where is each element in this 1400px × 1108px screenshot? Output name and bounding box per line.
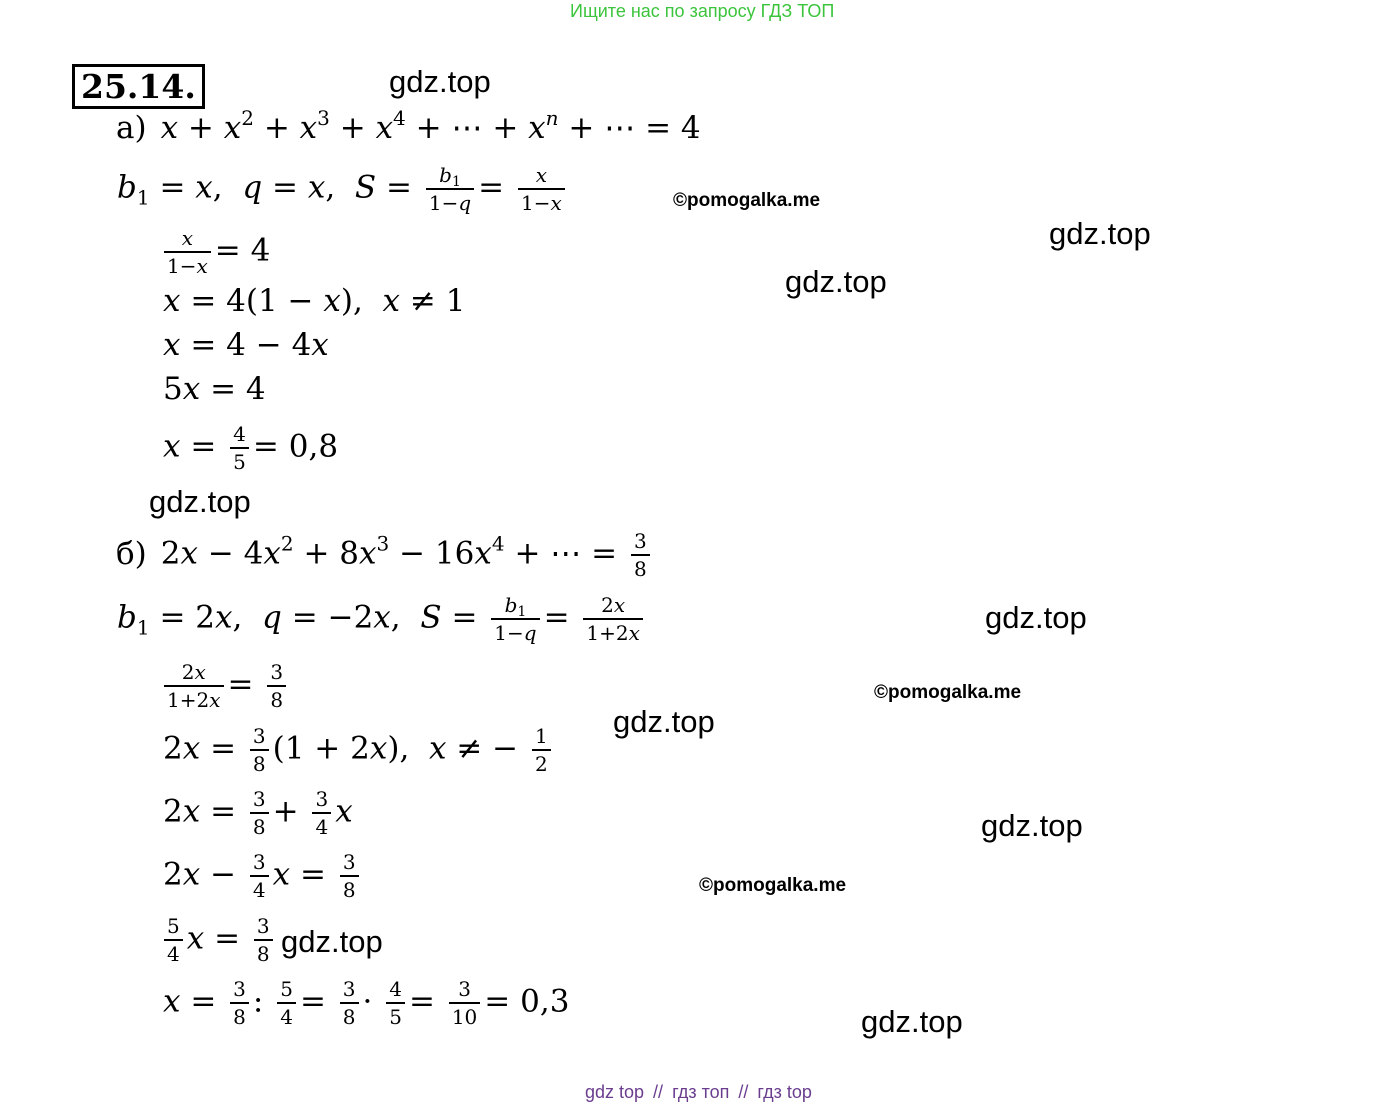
footer-link[interactable]: гдз топ xyxy=(672,1082,730,1102)
top-banner: Ищите нас по запросу ГДЗ ТОП xyxy=(570,1,835,21)
part-a-step-1: $\frac{x}{1-x}$ = 4 xyxy=(160,227,270,277)
problem-number: 25.14. xyxy=(72,64,205,109)
part-b-step-1: $\frac{2x}{1+2x}$ = $\frac{3}{8}$ xyxy=(160,661,290,711)
part-b-sum-formula: $b_1 = 2x$, q = −2x, S = $\frac{b_1}{1-q}$ = $\frac{2x}{1+2x}$ xyxy=(117,594,647,644)
watermark-gdz: gdz.top xyxy=(389,64,491,99)
part-a-step-4: 5x = 4 xyxy=(163,371,266,407)
part-b-result: x = $\frac{3}{8}$ : $\frac{5}{4}$ = $\frac{3}{8}$ · $\frac{4}{5}$ = $\frac{3}{10}$ = 0,3 xyxy=(163,977,570,1029)
part-a-equation: а) $x + x^2 + x^3 + x^4$ + ⋯ + $x^n$ + ⋯ = 4 xyxy=(116,106,701,146)
part-b-step-5: $\frac{5}{4}$ x = $\frac{3}{8}$ xyxy=(160,915,277,965)
watermark-gdz: gdz.top xyxy=(1049,216,1151,251)
watermark-gdz: gdz.top xyxy=(149,484,251,519)
footer-separator: // xyxy=(653,1082,664,1102)
part-a-answer: 0,8 xyxy=(288,428,339,465)
fraction-3-10: $\frac{3}{10}$ xyxy=(449,978,480,1028)
part-b-label: б) xyxy=(116,535,147,572)
fraction-3-8: $\frac{3}{8}$ xyxy=(230,978,249,1028)
part-b-step-2: 2x = $\frac{3}{8}$ (1 + 2x), x ≠ − $\frac{1}{2}$ xyxy=(163,725,555,775)
fraction-2x-over-1-2x: $\frac{2x}{1+2x}$ xyxy=(583,594,643,644)
fraction-3-8: $\frac{3}{8}$ xyxy=(254,915,273,965)
watermark-gdz: gdz.top xyxy=(613,704,715,739)
fraction-1-2: $\frac{1}{2}$ xyxy=(532,725,551,775)
part-b-step-3: 2x = $\frac{3}{8}$ + $\frac{3}{4}$ x xyxy=(163,787,353,839)
fraction-b1-over-1-q: $\frac{b_1}{1-q}$ xyxy=(491,594,539,644)
footer-links xyxy=(585,1082,812,1103)
part-a-step-2: x = 4(1 − x), x ≠ 1 xyxy=(163,283,466,319)
fraction-3-8: $\frac{3}{8}$ xyxy=(340,978,359,1028)
watermark-gdz: gdz.top xyxy=(985,600,1087,635)
footer-separator: // xyxy=(738,1082,749,1102)
part-a-result: x = $\frac{4}{5}$ = 0,8 xyxy=(163,422,339,474)
fraction-x-over-1-x: $\frac{x}{1-x}$ xyxy=(518,164,565,214)
footer-link[interactable]: gdz top xyxy=(585,1082,645,1102)
watermark-gdz: gdz.top xyxy=(981,808,1083,843)
fraction-4-5: $\frac{4}{5}$ xyxy=(230,423,249,473)
footer-link[interactable]: гдз top xyxy=(757,1082,812,1102)
fraction-b1-over-1-q: $\frac{b_1}{1-q}$ xyxy=(426,164,474,214)
part-b-equation: б) $2x - 4x^2 + 8x^3 - 16x^4$ + ⋯ = $\frac{3}{8}$ xyxy=(116,530,654,580)
part-a-sum-formula: $b_1 = x$, q = x, S = $\frac{b_1}{1-q}$ = $\frac{x}{1-x}$ xyxy=(117,164,569,214)
watermark-gdz: gdz.top xyxy=(281,924,383,959)
fraction-5-4: $\frac{5}{4}$ xyxy=(164,915,183,965)
watermark-pomogalka: ©pomogalka.me xyxy=(874,682,1022,703)
fraction-3-8: $\frac{3}{8}$ xyxy=(631,530,650,580)
fraction-3-4: $\frac{3}{4}$ xyxy=(250,851,269,901)
part-b-step-4: 2x − $\frac{3}{4}$ x = $\frac{3}{8}$ xyxy=(163,851,363,901)
watermark-gdz: gdz.top xyxy=(861,1004,963,1039)
watermark-pomogalka: ©pomogalka.me xyxy=(673,190,821,211)
fraction-3-8: $\frac{3}{8}$ xyxy=(250,788,269,838)
part-a-label: а) xyxy=(116,110,147,146)
fraction-4-5: $\frac{4}{5}$ xyxy=(386,978,405,1028)
fraction-2x-over-1-2x: $\frac{2x}{1+2x}$ xyxy=(164,661,224,711)
fraction-3-4: $\frac{3}{4}$ xyxy=(312,788,331,838)
watermark-pomogalka: ©pomogalka.me xyxy=(699,875,847,896)
fraction-x-over-1-x: $\frac{x}{1-x}$ xyxy=(164,227,211,277)
fraction-3-8: $\frac{3}{8}$ xyxy=(267,661,286,711)
fraction-5-4: $\frac{5}{4}$ xyxy=(277,978,296,1028)
fraction-3-8: $\frac{3}{8}$ xyxy=(340,851,359,901)
watermark-gdz: gdz.top xyxy=(785,264,887,299)
part-a-rhs: 4 xyxy=(680,110,701,146)
part-a-step-3: x = 4 − 4x xyxy=(163,327,329,363)
fraction-3-8: $\frac{3}{8}$ xyxy=(250,725,269,775)
part-b-answer: 0,3 xyxy=(520,983,570,1020)
